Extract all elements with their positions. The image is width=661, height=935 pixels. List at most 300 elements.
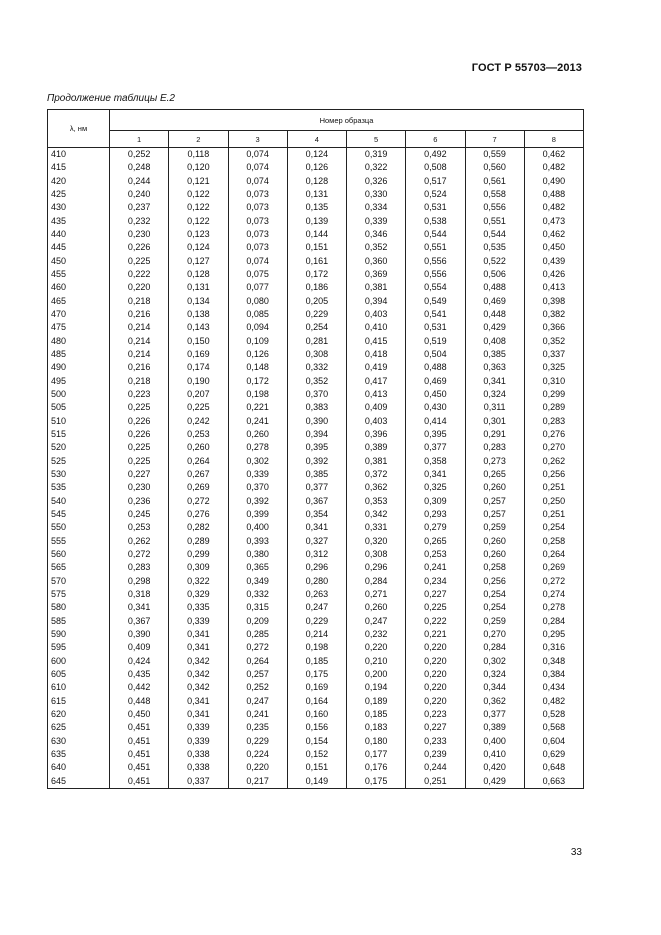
value-cell: 0,239 (406, 748, 465, 761)
value-cell: 0,560 (465, 161, 524, 174)
value-cell: 0,568 (524, 721, 583, 734)
value-cell: 0,324 (465, 388, 524, 401)
value-cell: 0,276 (524, 428, 583, 441)
value-cell: 0,175 (287, 668, 346, 681)
value-cell: 0,398 (524, 295, 583, 308)
value-cell: 0,225 (169, 401, 228, 414)
value-cell: 0,267 (169, 468, 228, 481)
table-row (48, 774, 584, 788)
table-row (48, 215, 584, 228)
table-row (48, 521, 584, 534)
value-cell: 0,207 (169, 388, 228, 401)
value-cell: 0,354 (287, 508, 346, 521)
value-cell: 0,220 (228, 761, 287, 774)
table-row (48, 601, 584, 614)
value-cell: 0,152 (287, 748, 346, 761)
value-cell: 0,172 (287, 268, 346, 281)
value-cell: 0,310 (524, 375, 583, 388)
value-cell: 0,256 (524, 468, 583, 481)
wavelength-cell: 415 (48, 161, 110, 174)
value-cell: 0,150 (169, 335, 228, 348)
value-cell: 0,073 (228, 201, 287, 214)
value-cell: 0,262 (110, 535, 169, 548)
value-cell: 0,469 (406, 375, 465, 388)
wavelength-cell: 525 (48, 455, 110, 468)
value-cell: 0,225 (110, 455, 169, 468)
value-cell: 0,244 (406, 761, 465, 774)
value-cell: 0,341 (287, 521, 346, 534)
value-cell: 0,325 (406, 481, 465, 494)
wavelength-cell: 480 (48, 335, 110, 348)
value-cell: 0,284 (465, 641, 524, 654)
value-cell: 0,128 (287, 175, 346, 188)
value-cell: 0,143 (169, 321, 228, 334)
wavelength-cell: 630 (48, 734, 110, 747)
wavelength-cell: 465 (48, 295, 110, 308)
value-cell: 0,399 (228, 508, 287, 521)
value-cell: 0,504 (406, 348, 465, 361)
value-cell: 0,241 (228, 708, 287, 721)
value-cell: 0,604 (524, 734, 583, 747)
value-cell: 0,339 (347, 215, 406, 228)
value-cell: 0,339 (169, 734, 228, 747)
value-cell: 0,126 (228, 348, 287, 361)
value-cell: 0,349 (228, 575, 287, 588)
value-cell: 0,318 (110, 588, 169, 601)
wavelength-cell: 435 (48, 215, 110, 228)
wavelength-cell: 605 (48, 668, 110, 681)
value-cell: 0,172 (228, 375, 287, 388)
value-cell: 0,220 (406, 668, 465, 681)
value-cell: 0,389 (347, 441, 406, 454)
value-cell: 0,385 (287, 468, 346, 481)
table-row (48, 734, 584, 747)
value-cell: 0,264 (169, 455, 228, 468)
value-cell: 0,367 (287, 495, 346, 508)
value-cell: 0,309 (169, 561, 228, 574)
value-cell: 0,337 (524, 348, 583, 361)
value-cell: 0,251 (524, 481, 583, 494)
table-row (48, 748, 584, 761)
value-cell: 0,236 (110, 495, 169, 508)
value-cell: 0,271 (347, 588, 406, 601)
value-cell: 0,232 (110, 215, 169, 228)
value-cell: 0,381 (347, 455, 406, 468)
value-cell: 0,544 (465, 228, 524, 241)
wavelength-cell: 495 (48, 375, 110, 388)
value-cell: 0,409 (110, 641, 169, 654)
value-cell: 0,200 (347, 668, 406, 681)
value-cell: 0,531 (406, 321, 465, 334)
value-cell: 0,214 (110, 335, 169, 348)
value-cell: 0,301 (465, 415, 524, 428)
value-cell: 0,223 (110, 388, 169, 401)
value-cell: 0,289 (169, 535, 228, 548)
value-cell: 0,260 (169, 441, 228, 454)
value-cell: 0,299 (169, 548, 228, 561)
value-cell: 0,221 (228, 401, 287, 414)
value-cell: 0,451 (110, 761, 169, 774)
value-cell: 0,482 (524, 161, 583, 174)
value-cell: 0,341 (406, 468, 465, 481)
value-cell: 0,121 (169, 175, 228, 188)
lambda-column-header: λ, нм (48, 110, 110, 148)
value-cell: 0,400 (228, 521, 287, 534)
value-cell: 0,124 (169, 241, 228, 254)
sample-number-header: 2 (169, 131, 228, 148)
value-cell: 0,541 (406, 308, 465, 321)
value-cell: 0,551 (406, 241, 465, 254)
value-cell: 0,341 (169, 641, 228, 654)
value-cell: 0,384 (524, 668, 583, 681)
value-cell: 0,434 (524, 681, 583, 694)
value-cell: 0,528 (524, 708, 583, 721)
value-cell: 0,272 (110, 548, 169, 561)
value-cell: 0,308 (347, 548, 406, 561)
table-row (48, 361, 584, 374)
value-cell: 0,395 (287, 441, 346, 454)
wavelength-cell: 420 (48, 175, 110, 188)
table-row (48, 614, 584, 627)
value-cell: 0,220 (406, 681, 465, 694)
value-cell: 0,429 (465, 774, 524, 788)
value-cell: 0,174 (169, 361, 228, 374)
value-cell: 0,394 (347, 295, 406, 308)
value-cell: 0,403 (347, 308, 406, 321)
value-cell: 0,561 (465, 175, 524, 188)
value-cell: 0,385 (465, 348, 524, 361)
value-cell: 0,254 (465, 601, 524, 614)
value-cell: 0,144 (287, 228, 346, 241)
value-cell: 0,319 (347, 148, 406, 162)
value-cell: 0,556 (406, 268, 465, 281)
value-cell: 0,538 (406, 215, 465, 228)
value-cell: 0,134 (169, 295, 228, 308)
wavelength-cell: 445 (48, 241, 110, 254)
table-row (48, 721, 584, 734)
value-cell: 0,073 (228, 241, 287, 254)
wavelength-cell: 530 (48, 468, 110, 481)
value-cell: 0,265 (465, 468, 524, 481)
value-cell: 0,272 (228, 641, 287, 654)
value-cell: 0,259 (465, 521, 524, 534)
wavelength-cell: 490 (48, 361, 110, 374)
value-cell: 0,352 (347, 241, 406, 254)
wavelength-cell: 625 (48, 721, 110, 734)
value-cell: 0,131 (169, 281, 228, 294)
value-cell: 0,362 (347, 481, 406, 494)
value-cell: 0,324 (465, 668, 524, 681)
value-cell: 0,240 (110, 188, 169, 201)
value-cell: 0,420 (465, 761, 524, 774)
value-cell: 0,262 (524, 455, 583, 468)
value-cell: 0,247 (347, 614, 406, 627)
sample-number-header: 6 (406, 131, 465, 148)
value-cell: 0,124 (287, 148, 346, 162)
value-cell: 0,339 (169, 721, 228, 734)
value-cell: 0,451 (110, 748, 169, 761)
value-cell: 0,205 (287, 295, 346, 308)
value-cell: 0,077 (228, 281, 287, 294)
value-cell: 0,085 (228, 308, 287, 321)
value-cell: 0,247 (228, 694, 287, 707)
value-cell: 0,410 (465, 748, 524, 761)
sample-number-header: 5 (347, 131, 406, 148)
value-cell: 0,127 (169, 255, 228, 268)
table-row (48, 415, 584, 428)
value-cell: 0,551 (465, 215, 524, 228)
value-cell: 0,524 (406, 188, 465, 201)
wavelength-cell: 640 (48, 761, 110, 774)
value-cell: 0,302 (465, 654, 524, 667)
value-cell: 0,279 (406, 521, 465, 534)
wavelength-cell: 450 (48, 255, 110, 268)
value-cell: 0,394 (287, 428, 346, 441)
value-cell: 0,293 (406, 508, 465, 521)
value-cell: 0,254 (287, 321, 346, 334)
value-cell: 0,372 (347, 468, 406, 481)
wavelength-cell: 575 (48, 588, 110, 601)
value-cell: 0,151 (287, 241, 346, 254)
value-cell: 0,270 (524, 441, 583, 454)
value-cell: 0,217 (228, 774, 287, 788)
value-cell: 0,352 (524, 335, 583, 348)
value-cell: 0,220 (406, 654, 465, 667)
value-cell: 0,403 (347, 415, 406, 428)
value-cell: 0,122 (169, 201, 228, 214)
table-row (48, 268, 584, 281)
table-row (48, 481, 584, 494)
value-cell: 0,344 (465, 681, 524, 694)
value-cell: 0,074 (228, 255, 287, 268)
value-cell: 0,360 (347, 255, 406, 268)
value-cell: 0,283 (524, 415, 583, 428)
table-row (48, 761, 584, 774)
wavelength-cell: 565 (48, 561, 110, 574)
value-cell: 0,341 (169, 628, 228, 641)
value-cell: 0,329 (169, 588, 228, 601)
value-cell: 0,556 (465, 201, 524, 214)
value-cell: 0,282 (169, 521, 228, 534)
value-cell: 0,283 (465, 441, 524, 454)
wavelength-cell: 555 (48, 535, 110, 548)
value-cell: 0,415 (347, 335, 406, 348)
value-cell: 0,242 (169, 415, 228, 428)
value-cell: 0,346 (347, 228, 406, 241)
wavelength-cell: 610 (48, 681, 110, 694)
table-row (48, 428, 584, 441)
value-cell: 0,339 (228, 468, 287, 481)
wavelength-cell: 520 (48, 441, 110, 454)
value-cell: 0,338 (169, 748, 228, 761)
value-cell: 0,161 (287, 255, 346, 268)
value-cell: 0,400 (465, 734, 524, 747)
table-row (48, 148, 584, 162)
value-cell: 0,220 (110, 281, 169, 294)
wavelength-cell: 515 (48, 428, 110, 441)
value-cell: 0,342 (169, 654, 228, 667)
value-cell: 0,488 (524, 188, 583, 201)
value-cell: 0,122 (169, 188, 228, 201)
value-cell: 0,451 (110, 734, 169, 747)
sample-number-header: 4 (287, 131, 346, 148)
value-cell: 0,408 (465, 335, 524, 348)
table-row (48, 548, 584, 561)
value-cell: 0,358 (406, 455, 465, 468)
value-cell: 0,075 (228, 268, 287, 281)
value-cell: 0,284 (347, 575, 406, 588)
value-cell: 0,248 (110, 161, 169, 174)
value-cell: 0,149 (287, 774, 346, 788)
value-cell: 0,264 (524, 548, 583, 561)
value-cell: 0,381 (347, 281, 406, 294)
value-cell: 0,335 (169, 601, 228, 614)
value-cell: 0,462 (524, 228, 583, 241)
value-cell: 0,663 (524, 774, 583, 788)
value-cell: 0,370 (287, 388, 346, 401)
value-cell: 0,237 (110, 201, 169, 214)
value-cell: 0,450 (406, 388, 465, 401)
value-cell: 0,450 (110, 708, 169, 721)
table-row (48, 441, 584, 454)
sample-number-header: 7 (465, 131, 524, 148)
value-cell: 0,272 (169, 495, 228, 508)
table-row (48, 654, 584, 667)
table-row (48, 628, 584, 641)
value-cell: 0,506 (465, 268, 524, 281)
standard-designation: ГОСТ Р 55703—2013 (471, 62, 582, 74)
value-cell: 0,409 (347, 401, 406, 414)
wavelength-cell: 425 (48, 188, 110, 201)
value-cell: 0,216 (110, 308, 169, 321)
value-cell: 0,225 (110, 401, 169, 414)
value-cell: 0,254 (524, 521, 583, 534)
value-cell: 0,222 (110, 268, 169, 281)
value-cell: 0,519 (406, 335, 465, 348)
table-row (48, 348, 584, 361)
value-cell: 0,247 (287, 601, 346, 614)
value-cell: 0,232 (347, 628, 406, 641)
value-cell: 0,118 (169, 148, 228, 162)
value-cell: 0,278 (524, 601, 583, 614)
value-cell: 0,377 (406, 441, 465, 454)
value-cell: 0,169 (287, 681, 346, 694)
value-cell: 0,190 (169, 375, 228, 388)
value-cell: 0,194 (347, 681, 406, 694)
value-cell: 0,257 (465, 495, 524, 508)
value-cell: 0,492 (406, 148, 465, 162)
value-cell: 0,430 (406, 401, 465, 414)
value-cell: 0,265 (406, 535, 465, 548)
value-cell: 0,160 (287, 708, 346, 721)
value-cell: 0,488 (406, 361, 465, 374)
value-cell: 0,284 (524, 614, 583, 627)
table-row (48, 575, 584, 588)
value-cell: 0,339 (169, 614, 228, 627)
table-row (48, 668, 584, 681)
value-cell: 0,554 (406, 281, 465, 294)
wavelength-cell: 475 (48, 321, 110, 334)
value-cell: 0,164 (287, 694, 346, 707)
value-cell: 0,508 (406, 161, 465, 174)
value-cell: 0,177 (347, 748, 406, 761)
value-cell: 0,285 (228, 628, 287, 641)
value-cell: 0,316 (524, 641, 583, 654)
wavelength-cell: 645 (48, 774, 110, 788)
value-cell: 0,074 (228, 175, 287, 188)
value-cell: 0,198 (228, 388, 287, 401)
value-cell: 0,363 (465, 361, 524, 374)
value-cell: 0,251 (524, 508, 583, 521)
value-cell: 0,227 (110, 468, 169, 481)
value-cell: 0,169 (169, 348, 228, 361)
table-row (48, 375, 584, 388)
value-cell: 0,393 (228, 535, 287, 548)
value-cell: 0,413 (347, 388, 406, 401)
value-cell: 0,448 (110, 694, 169, 707)
value-cell: 0,390 (287, 415, 346, 428)
table-row (48, 588, 584, 601)
value-cell: 0,309 (406, 495, 465, 508)
value-cell: 0,227 (406, 588, 465, 601)
table-row (48, 694, 584, 707)
value-cell: 0,559 (465, 148, 524, 162)
wavelength-cell: 590 (48, 628, 110, 641)
value-cell: 0,226 (110, 428, 169, 441)
value-cell: 0,558 (465, 188, 524, 201)
table-caption: Продолжение таблицы Е.2 (47, 93, 175, 104)
value-cell: 0,450 (524, 241, 583, 254)
value-cell: 0,429 (465, 321, 524, 334)
value-cell: 0,241 (228, 415, 287, 428)
wavelength-cell: 410 (48, 148, 110, 162)
value-cell: 0,225 (110, 441, 169, 454)
value-cell: 0,380 (228, 548, 287, 561)
value-cell: 0,253 (406, 548, 465, 561)
value-cell: 0,252 (110, 148, 169, 162)
value-cell: 0,260 (228, 428, 287, 441)
value-cell: 0,417 (347, 375, 406, 388)
value-cell: 0,296 (347, 561, 406, 574)
value-cell: 0,396 (347, 428, 406, 441)
wavelength-cell: 535 (48, 481, 110, 494)
wavelength-cell: 570 (48, 575, 110, 588)
value-cell: 0,216 (110, 361, 169, 374)
value-cell: 0,469 (465, 295, 524, 308)
wavelength-cell: 470 (48, 308, 110, 321)
value-cell: 0,230 (110, 481, 169, 494)
value-cell: 0,342 (169, 668, 228, 681)
wavelength-cell: 635 (48, 748, 110, 761)
value-cell: 0,332 (228, 588, 287, 601)
sample-number-header: 3 (228, 131, 287, 148)
table-row (48, 281, 584, 294)
wavelength-cell: 545 (48, 508, 110, 521)
table-row (48, 641, 584, 654)
value-cell: 0,341 (169, 694, 228, 707)
table-row (48, 161, 584, 174)
value-cell: 0,154 (287, 734, 346, 747)
value-cell: 0,175 (347, 774, 406, 788)
value-cell: 0,331 (347, 521, 406, 534)
value-cell: 0,263 (287, 588, 346, 601)
value-cell: 0,302 (228, 455, 287, 468)
wavelength-cell: 595 (48, 641, 110, 654)
wavelength-cell: 440 (48, 228, 110, 241)
value-cell: 0,218 (110, 375, 169, 388)
value-cell: 0,332 (287, 361, 346, 374)
table-row (48, 201, 584, 214)
